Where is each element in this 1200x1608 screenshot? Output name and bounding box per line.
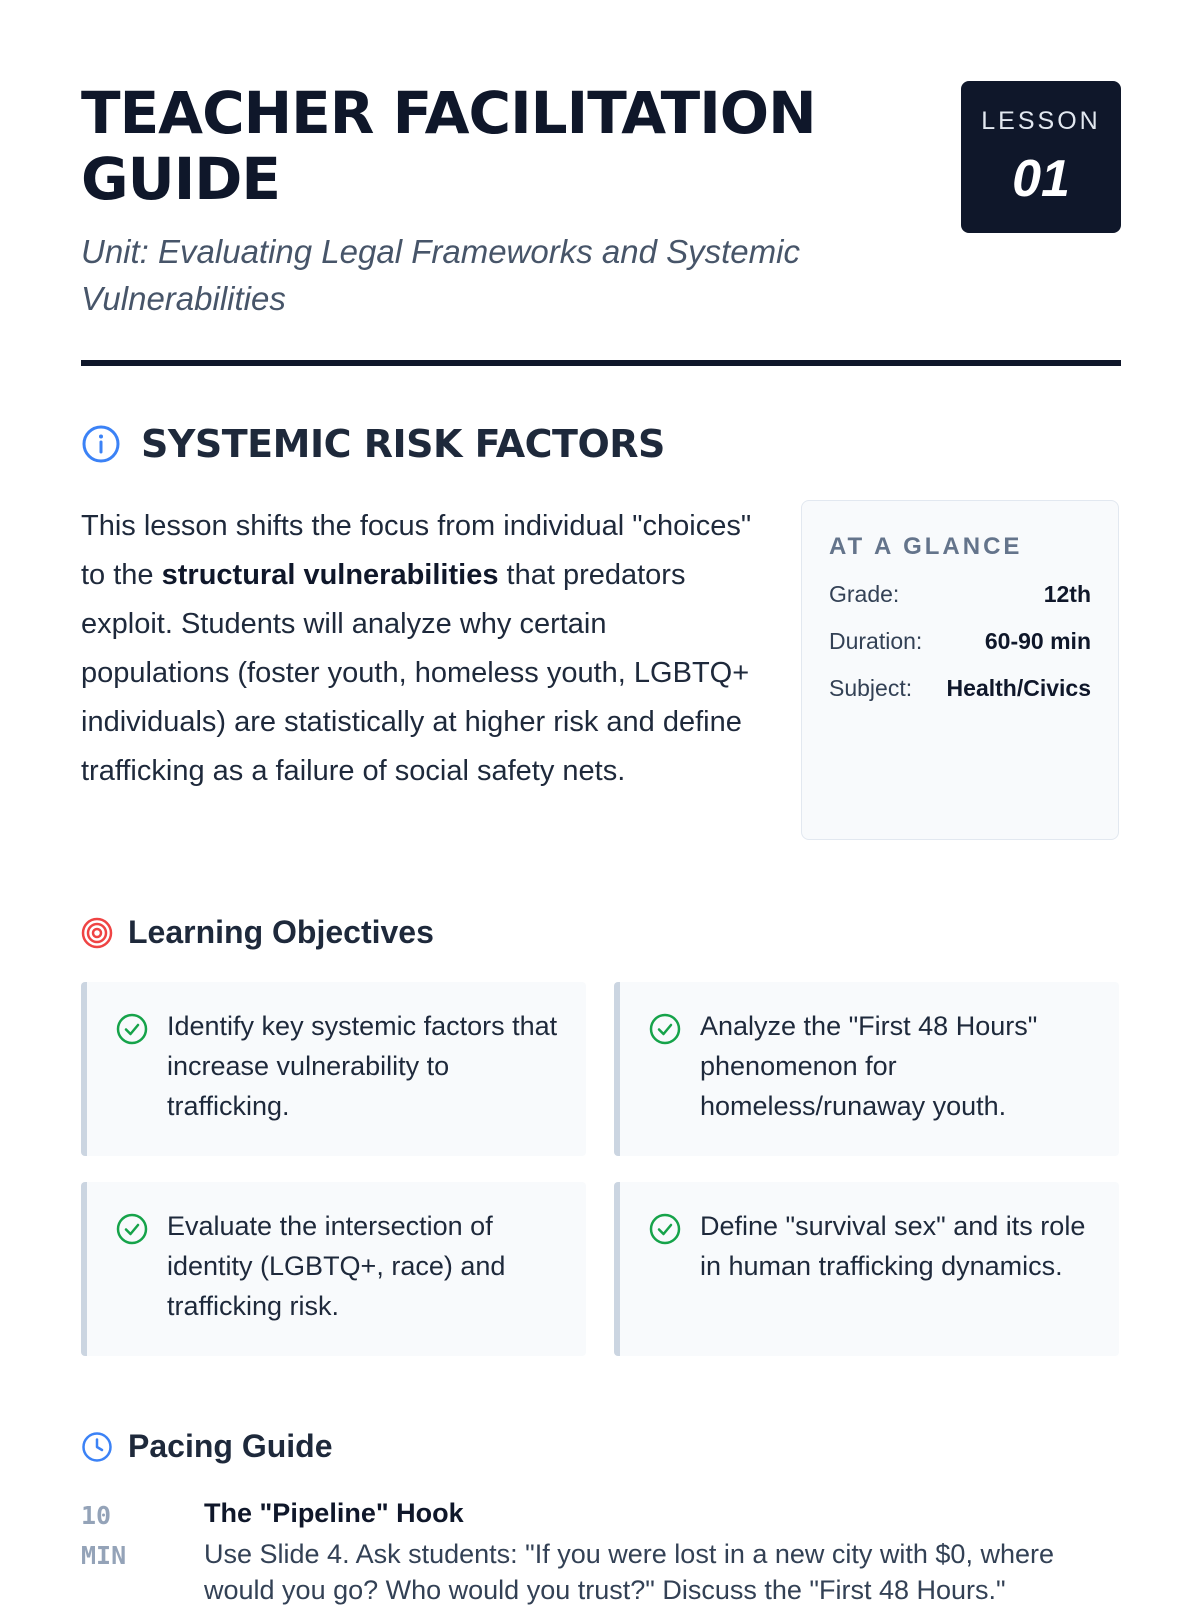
- at-a-glance-card: [801, 500, 1119, 840]
- pacing-heading-text: Pacing Guide: [128, 1428, 333, 1464]
- header-divider: [81, 360, 1121, 366]
- pacing-item-description: Use Slide 4. Ask students: "If you were lost in a new city with $0, where would you go? Who would you trust?" Discuss the "First 48 Hours.": [204, 1539, 1054, 1605]
- objective-card: [81, 1182, 586, 1356]
- check-circle-icon: [648, 1212, 682, 1246]
- intro-emphasis: structural vulnerabilities: [161, 559, 499, 591]
- intro-paragraph: [81, 502, 761, 796]
- section-heading: [81, 422, 665, 466]
- target-icon: [81, 917, 113, 949]
- objective-text: Analyze the "First 48 Hours" phenomenon for homeless/runaway youth.: [700, 1011, 1038, 1121]
- pacing-item-title: The "Pipeline" Hook: [204, 1498, 464, 1528]
- glance-label: Duration:: [829, 627, 923, 654]
- check-circle-icon: [115, 1212, 149, 1246]
- objective-text: Evaluate the intersection of identity (LGBTQ+, race) and trafficking risk.: [167, 1211, 506, 1321]
- glance-row-grade: [829, 579, 1091, 609]
- glance-value: 60-90 min: [984, 627, 1091, 654]
- pacing-heading: [81, 1428, 332, 1465]
- glance-label: Grade:: [829, 580, 900, 607]
- glance-title: AT A GLANCE: [829, 533, 1023, 560]
- check-circle-icon: [115, 1012, 149, 1046]
- objectives-heading: [81, 914, 434, 951]
- glance-row-subject: [829, 673, 1091, 703]
- objective-card: [81, 982, 586, 1156]
- glance-label: Subject:: [829, 674, 913, 701]
- intro-text-start: This lesson shifts the focus from individual "choices" to the: [81, 510, 752, 591]
- objective-text: Identify key systemic factors that increase vulnerability to trafficking.: [167, 1011, 558, 1121]
- check-circle-icon: [648, 1012, 682, 1046]
- glance-value: 12th: [1043, 580, 1091, 607]
- info-circle-icon: [81, 424, 121, 464]
- objective-card: [614, 1182, 1119, 1356]
- objective-text: Define "survival sex" and its role in human trafficking dynamics.: [700, 1211, 1086, 1281]
- page-title: TEACHER FACILITATION GUIDE: [81, 79, 816, 213]
- objective-card: [614, 982, 1119, 1156]
- lesson-label: LESSON: [981, 107, 1101, 135]
- section-heading-text: SYSTEMIC RISK FACTORS: [141, 422, 665, 466]
- unit-subtitle: Unit: Evaluating Legal Frameworks and Systemic Vulnerabilities: [81, 233, 800, 317]
- intro-text-end: that predators exploit. Students will analyze why certain populations (foster youth, homeless youth, LGBTQ+ individuals) are statistically at higher risk and define trafficking as a failure of social safety nets.: [81, 559, 750, 787]
- objectives-heading-text: Learning Objectives: [128, 914, 434, 950]
- lesson-badge: [961, 81, 1121, 233]
- lesson-number: 01: [1012, 150, 1070, 208]
- pacing-time: 10 MIN: [81, 1501, 127, 1570]
- glance-value: Health/Civics: [946, 674, 1091, 701]
- guide-page: [81, 0, 1121, 1605]
- clock-icon: [81, 1431, 113, 1463]
- glance-row-duration: [829, 626, 1091, 656]
